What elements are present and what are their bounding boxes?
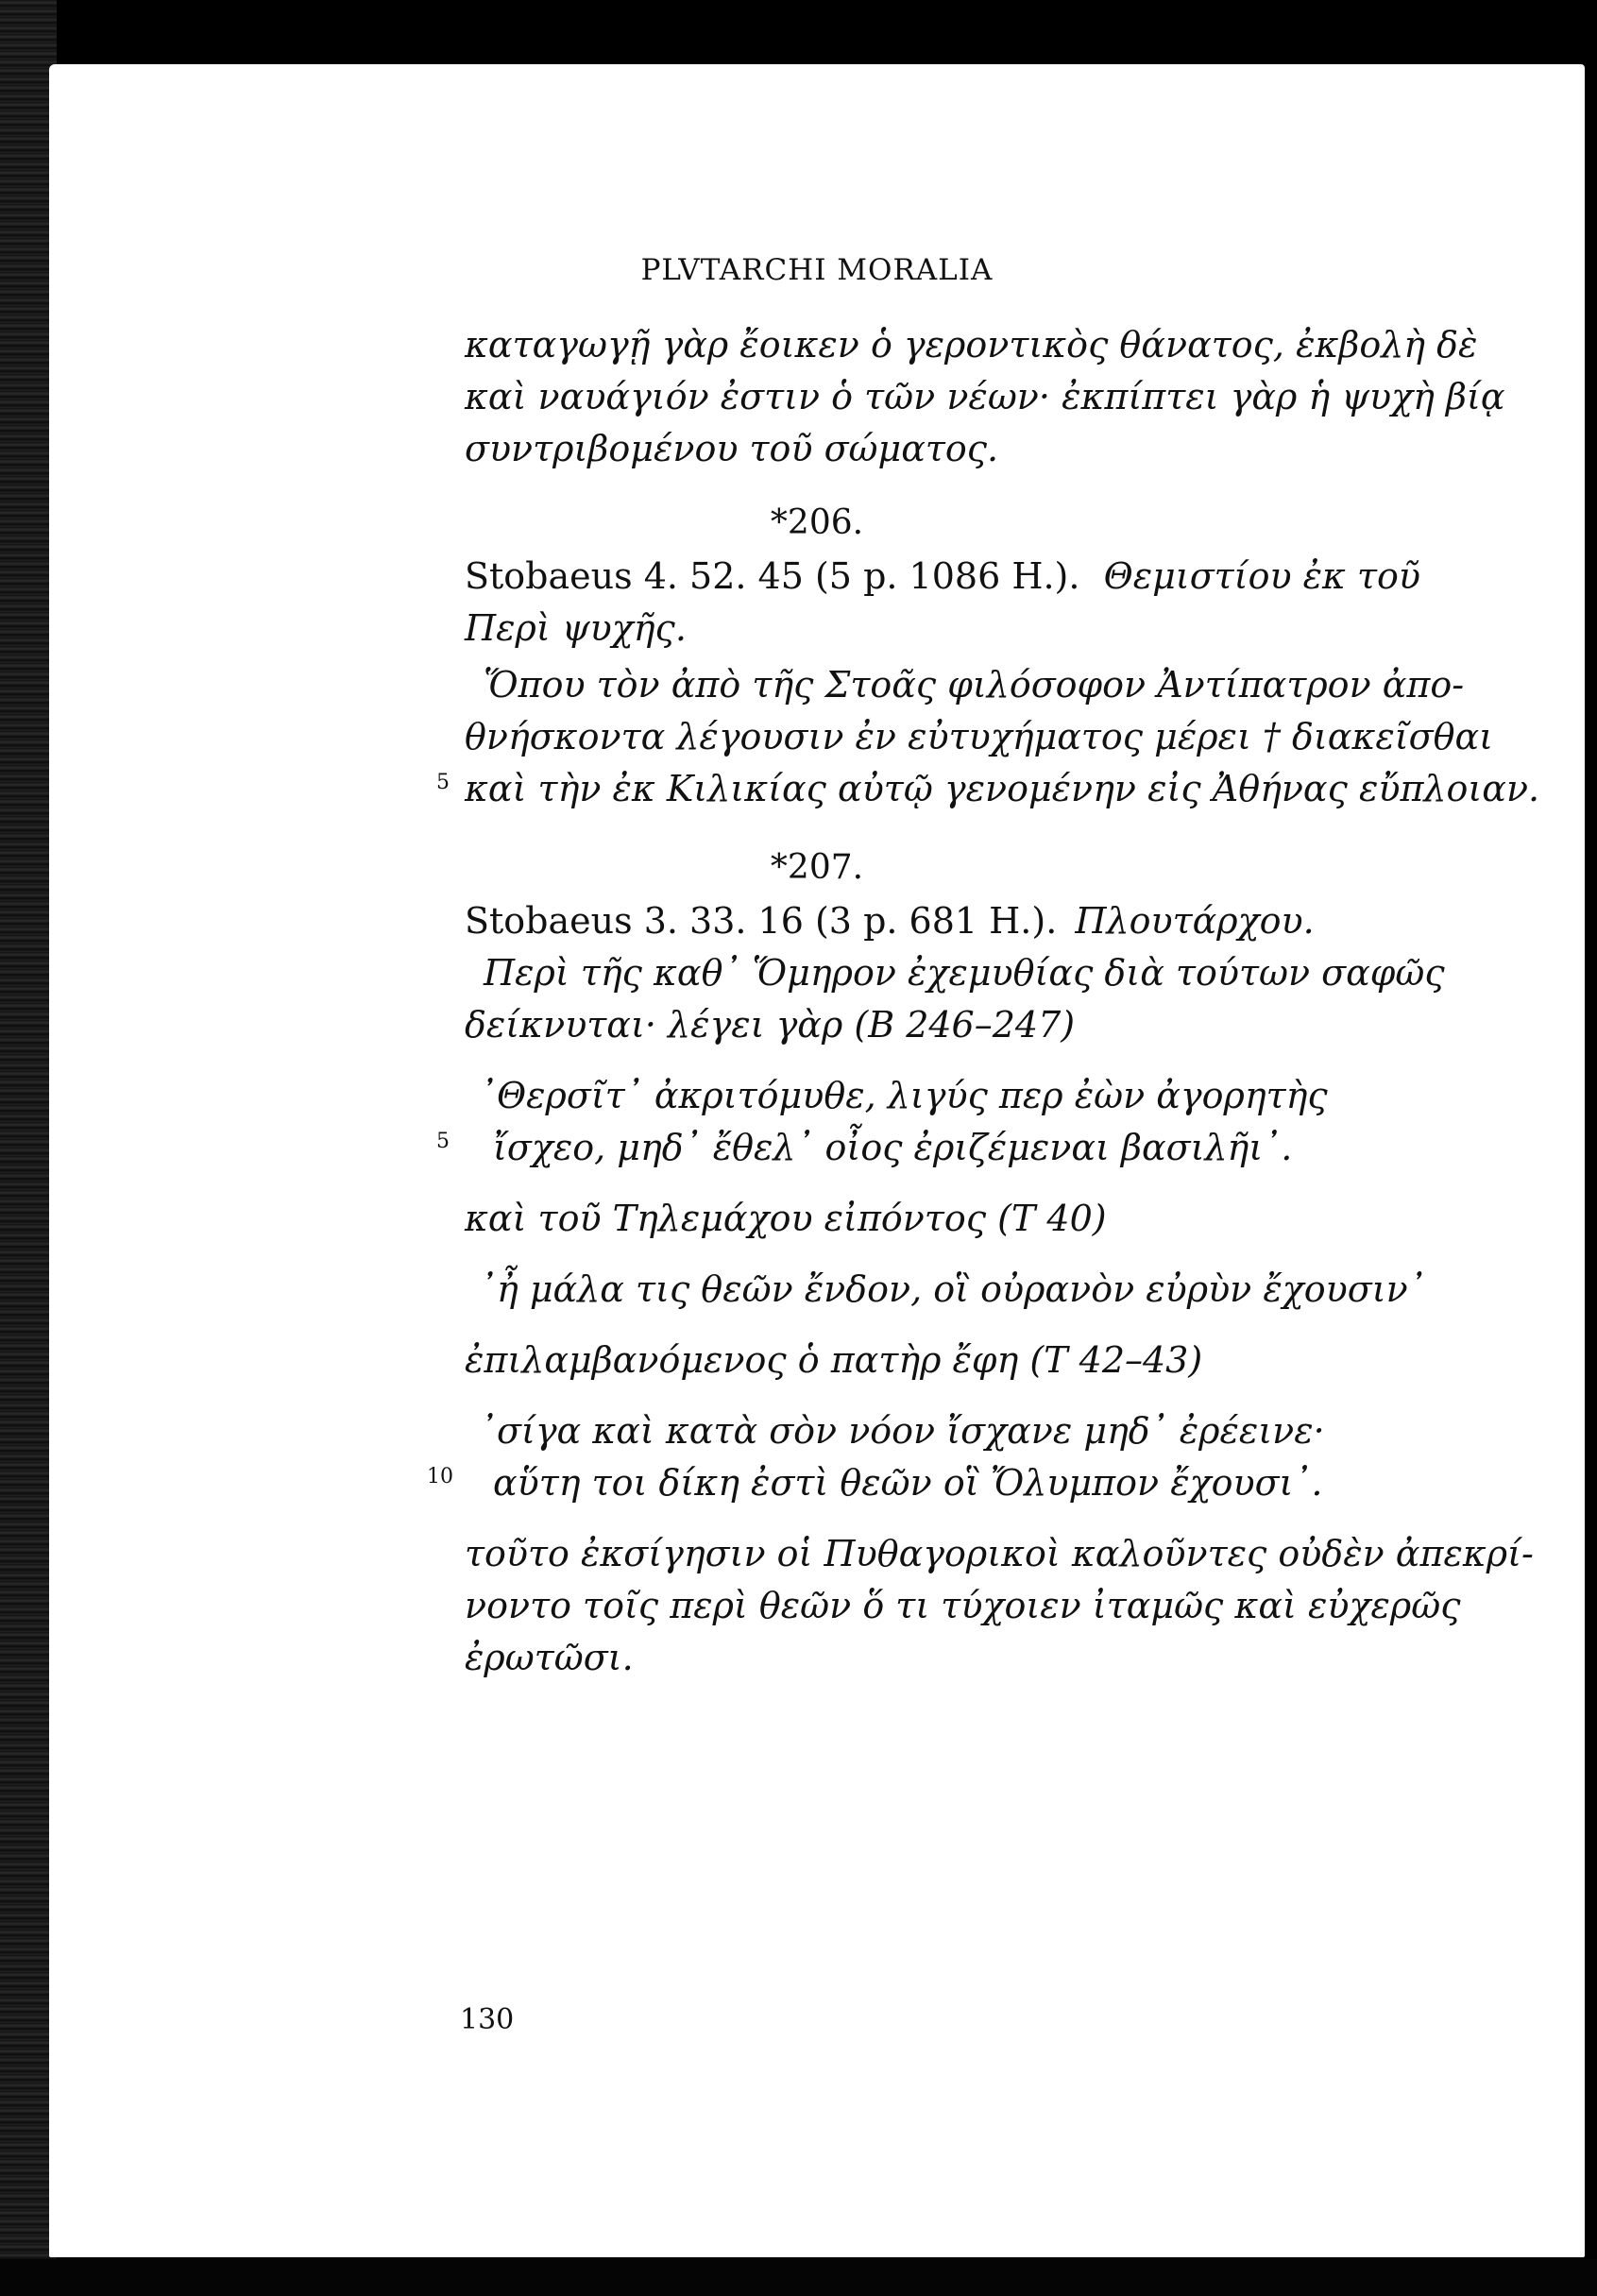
running-title: PLVTARCHI MORALIA bbox=[640, 253, 994, 287]
verse-1-line-number: 5 bbox=[436, 1130, 450, 1153]
fragment-206-line-1: Ὅπου τὸν ἀπὸ τῆς Στοᾶς φιλόσοφον Ἀντίπατρον ἀπο- bbox=[484, 664, 1465, 706]
verse-1-line-2: ἴσχεο, μηδ᾽ ἔθελ᾽ οἶος ἐριζέμεναι βασιλῆι᾽. bbox=[493, 1127, 1293, 1168]
fragment-207-source-roman: Stobaeus 3. 33. 16 (3 p. 681 H.). bbox=[465, 900, 1058, 942]
book-page bbox=[49, 64, 1585, 2257]
closing-line-3: ἐρωτῶσι. bbox=[465, 1637, 634, 1678]
closing-line-2: νοντο τοῖς περὶ θεῶν ὅ τι τύχοιεν ἰταμῶς καὶ εὐχερῶς bbox=[465, 1585, 1461, 1626]
verse-3-line-number: 10 bbox=[427, 1465, 453, 1488]
top-passage-line-1: καταγωγῇ γὰρ ἔοικεν ὁ γεροντικὸς θάνατος, ἐκβολὴ δὲ bbox=[465, 324, 1478, 366]
mid-line-2: ἐπιλαμβανόμενος ὁ πατὴρ ἔφη (Τ 42–43) bbox=[465, 1339, 1203, 1381]
page-number: 130 bbox=[460, 2003, 515, 2036]
fragment-206-source bbox=[465, 555, 1420, 597]
fragment-207-number: *207. bbox=[770, 848, 864, 887]
fragment-206-number: *206. bbox=[770, 503, 864, 542]
fragment-206-source-roman: Stobaeus 4. 52. 45 (5 p. 1086 H.). bbox=[465, 555, 1080, 597]
closing-line-1: τοῦτο ἐκσίγησιν οἱ Πυθαγορικοὶ καλοῦντες οὐδὲν ἀπεκρί- bbox=[465, 1533, 1534, 1574]
fragment-207-intro-line-1: Περὶ τῆς καθ᾽ Ὅμηρον ἐχεμυθίας διὰ τούτων σαφῶς bbox=[484, 952, 1445, 994]
verse-3-line-1: ᾽σίγα καὶ κατὰ σὸν νόον ἴσχανε μηδ᾽ ἐρέεινε· bbox=[479, 1410, 1325, 1452]
mid-line-1: καὶ τοῦ Τηλεμάχου εἰπόντος (Τ 40) bbox=[465, 1198, 1107, 1239]
scan-bottom-edge bbox=[0, 2259, 1597, 2296]
fragment-206-line-3: καὶ τὴν ἐκ Κιλικίας αὐτῷ γενομένην εἰς Ἀθήνας εὔπλοιαν. bbox=[465, 768, 1540, 809]
fragment-207-intro-line-2: δείκνυται· λέγει γὰρ (Β 246–247) bbox=[465, 1004, 1076, 1046]
scan-left-edge bbox=[0, 0, 57, 2296]
fragment-206-line-2: θνήσκοντα λέγουσιν ἐν εὐτυχήματος μέρει † διακεῖσθαι bbox=[465, 716, 1494, 757]
fragment-207-source-greek: Πλουτάρχου. bbox=[1075, 900, 1315, 942]
verse-1-line-1: ᾽Θερσῖτ᾽ ἀκριτόμυθε, λιγύς περ ἐὼν ἀγορητὴς bbox=[479, 1075, 1328, 1116]
fragment-206-line-number: 5 bbox=[436, 771, 450, 794]
verse-3-line-2: αὕτη τοι δίκη ἐστὶ θεῶν οἳ Ὄλυμπον ἔχουσι᾽. bbox=[493, 1462, 1323, 1504]
verse-2: ᾽ἦ μάλα τις θεῶν ἔνδον, οἳ οὐρανὸν εὐρὺν ἔχουσιν᾽ bbox=[479, 1268, 1426, 1310]
fragment-206-source-greek: Θεμιστίου ἐκ τοῦ bbox=[1103, 555, 1421, 597]
fragment-206-source-cont: Περὶ ψυχῆς. bbox=[465, 607, 687, 649]
fragment-207-source bbox=[465, 900, 1315, 942]
top-passage-line-2: καὶ ναυάγιόν ἐστιν ὁ τῶν νέων· ἐκπίπτει γὰρ ἡ ψυχὴ βίᾳ bbox=[465, 376, 1505, 417]
top-passage-line-3: συντριβομένου τοῦ σώματος. bbox=[465, 428, 999, 469]
